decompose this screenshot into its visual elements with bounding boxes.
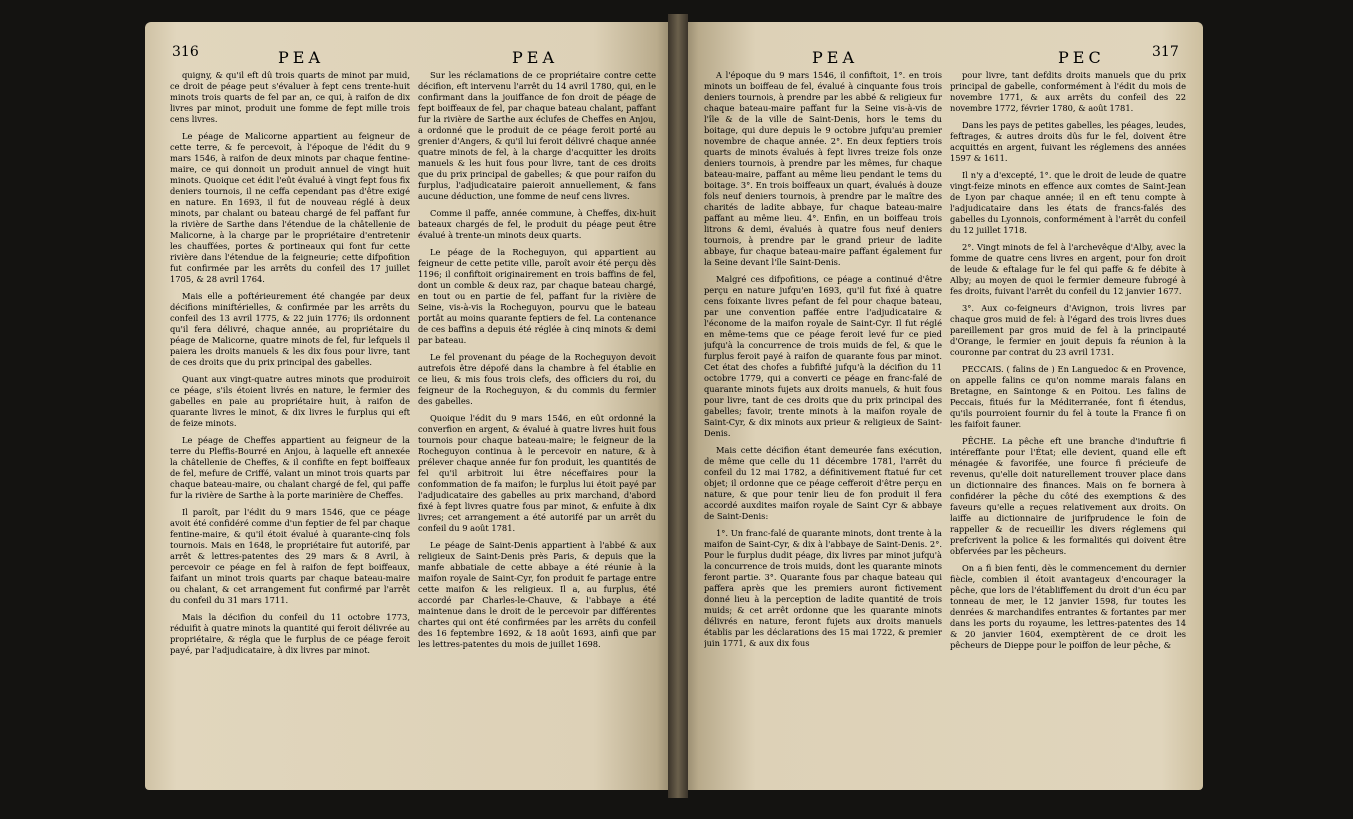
paragraph: Le péage de Malicorne appartient au feigneur de cette terre, & fe percevoit, à l'époque de l'édit du 9 mars 1546, à raifon de deux minots par chaque fentine-maire, ce qui donnoit un produit annuel de vingt huit minots. Quoique cet édit l'eût évalué à vingt fept fous fix deniers tournois, il ne ceffa cependant pas d'être exigé en nature. En 1693, il fut de nouveau réglé à deux minots, par chalant ou bateau chargé de fel paffant fur la rivière de Sarthe dans l'étendue de la châtellenie de Malicorne, à la charge par le propriétaire d'entretenir les chauffées, portes & portineaux qui font fur cette rivière dans l'étendue de la feigneurie; cette difpofition fut confirmée par les arrêts du confeil des 17 juillet 1705, & 28 avril 1764. — [170, 131, 410, 284]
paragraph: Comme il paffe, année commune, à Cheffes, dix-huit bateaux chargés de fel, le produit du péage peut être évalué à trente-un minots deux quarts. — [418, 208, 656, 240]
paragraph: Quant aux vingt-quatre autres minots que produiroit ce péage, s'ils étoient livrés en nature, le fermier des gabelles en paie au propriétaire huit, à raifon de quarante livres le minot, & dix livres le furplus qui eft de feize minots. — [170, 374, 410, 428]
paragraph: Le fel provenant du péage de la Rocheguyon devoit autrefois être dépofé dans la chambre à fel établie en ce lieu, & mis fous trois clefs, des officiers du roi, du feigneur de la Rocheguyon, & du commis du fermier des gabelles. — [418, 352, 656, 406]
right-column-2 — [950, 70, 1186, 770]
paragraph: Le péage de Saint-Denis appartient à l'abbé & aux religieux de Saint-Denis près Paris, & depuis que la manfe abbatiale de cette abbaye a été réunie à la maifon royale de Saint-Cyr, fon produit fe partage entre cette maifon & les religieux. Il a, au furplus, été accordé par Charles-le-Chauve, & l'abbaye a été maintenue dans le droit de le percevoir par différentes chartes qui ont été confirmées par les arrêts du confeil des 16 feptembre 1692, & 18 août 1693, ainfi que par les lettres-patentes du mois de juillet 1698. — [418, 540, 656, 649]
right-running-head-2: PEC — [1058, 48, 1105, 67]
paragraph: Il n'y a d'excepté, 1°. que le droit de leude de quatre vingt-feize minots en effence aux comtes de Saint-Jean de Lyon par chaque année; il en eft tenu compte à l'adjudicataire dans les états de francs-falés des gabelles du Lyonnois, conformément à l'arrêt du confeil du 12 juillet 1718. — [950, 170, 1186, 235]
paragraph: On a fi bien fenti, dès le commencement du dernier fiècle, combien il étoit avantageux d'encourager la pêche, que lors de l'établiffement du droit d'un écu par tonneau de mer, le 12 janvier 1598, fur toutes les denrées & marchandifes entrantes & fortantes par mer dans les ports du royaume, les lettres-patentes des 14 & 20 janvier 1604, exemptèrent de ce droit les pêcheurs de Dieppe pour le poiffon de leur pêche, & — [950, 563, 1186, 650]
left-running-head-1: PEA — [278, 48, 324, 67]
paragraph: Dans les pays de petites gabelles, les péages, leudes, feftrages, & autres droits dûs fur le fel, doivent être acquittés en argent, fuivant les réglemens des années 1597 & 1611. — [950, 120, 1186, 163]
left-running-head-2: PEA — [512, 48, 558, 67]
paragraph: Sur les réclamations de ce propriétaire contre cette décifion, eft intervenu l'arrêt du 14 avril 1780, qui, en le confirmant dans la jouiffance de fon droit de péage de fept boiffeaux de fel, par chaque bateau chalant, paffant fur la rivière de Sarthe aux éclufes de Cheffes en Anjou, a ordonné que le produit de ce péage feroit porté au grenier d'Angers, & qu'il lui feroit délivré chaque année quatre minots de fel, à la charge d'acquitter les droits manuels & les huit fous pour livre, tant de ces droits que du prix principal de gabelles; & que pour raifon du furplus, l'adjudicataire paieroit annuellement, & fans aucune déduction, une fomme de neuf cens livres. — [418, 70, 656, 201]
paragraph: Il paroît, par l'édit du 9 mars 1546, que ce péage avoit été confidéré comme d'un feptier de fel par chaque fentine-maire, & qu'il étoit évalué à quarante-cinq fols tournois. Mais en 1648, le propriétaire fut autorifé, par arrêt & lettres-patentes des 29 mars & 8 Avril, à percevoir ce péage en fel à raifon de fept boiffeaux, faifant un minot trois quarts par chaque bateau-maire ou chalant, & cet arrangement fut confirmé par l'arrêt du confeil du 31 mars 1711. — [170, 507, 410, 605]
paragraph: 1°. Un franc-falé de quarante minots, dont trente à la maifon de Saint-Cyr, & dix à l'abbaye de Saint-Denis. 2°. Pour le furplus dudit péage, dix livres par minot jufqu'à la concurrence de trois muids, dont les quarante minots feront partie. 3°. Quarante fous par chaque bateau qui paffera après que les premiers auront fictivement donné lieu à la perception de ladite quantité de trois muids; & cet arrêt ordonne que les quarante minots délivrés en nature, feront fujets aux droits manuels établis par les déclarations des 15 mai 1722, & premier juin 1771, & aux dix fous — [704, 528, 942, 648]
paragraph: Mais cette décifion étant demeurée fans exécution, de même que celle du 11 décembre 1781, l'arrêt du confeil du 12 mai 1782, a définitivement ftatué fur cet objet; il ordonne que ce péage cefferoit d'être perçu en nature, & que pour tenir lieu de fon produit il fera accordé auxdites maifon royale de Saint Cyr & abbaye de Saint-Denis: — [704, 445, 942, 521]
paragraph: pour livre, tant defdits droits manuels que du prix principal de gabelle, conformément à l'édit du mois de novembre 1771, & aux arrêts du confeil des 22 novembre 1772, février 1780, & août 1781. — [950, 70, 1186, 113]
paragraph: A l'époque du 9 mars 1546, il confiftoit, 1°. en trois minots un boiffeau de fel, évalué à cinquante fous trois deniers tournois, à prendre par les abbé & religieux fur chaque bateau-maire paffant fur la Seine vis-à-vis de l'île & de la ville de Saint-Denis, hors le tems du boitage, qui dure depuis le 9 octobre jufqu'au premier novembre de chaque année. 2°. En deux feptiers trois quarts de minots évalués à fept livres treize fols onze deniers tournois, à prendre par les mêmes, fur chaque bateau-maire, paffant au même lieu pendant le tems du boitage. 3°. En trois boiffeaux un quart, évalués à douze fols neuf deniers tournois, à prendre par le maître des charités de ladite abbaye, fur chaque bateau-maire paffant au même lieu. 4°. Enfin, en un boiffeau trois litrons & demi, évalués à quatre fous neuf deniers tournois, à prendre par le grand prieur de ladite abbaye, fur chaque bateau-maire paffant également fur la Seine devant l'île Saint-Denis. — [704, 70, 942, 267]
paragraph: Mais elle a poftérieurement été changée par deux décifions miniftérielles, & confirmée par les arrêts du confeil des 13 avril 1775, & 22 juin 1776; ils ordonnent qu'il fera délivré, chaque année, au propriétaire du péage de Malicorne, quatre minots de fel, fur lefquels il paiera les droits manuels & les dix fous pour livre, tant de ces droits que du prix principal des gabelles. — [170, 291, 410, 367]
right-running-head-1: PEA — [812, 48, 858, 67]
paragraph: Mais la décifion du confeil du 11 octobre 1773, réduifit à quatre minots la quantité qui feroit délivrée au propriétaire, & régla que le furplus de ce péage feroit payé, par l'adjudicataire, à dix livres par minot. — [170, 612, 410, 655]
paragraph: 2°. Vingt minots de fel à l'archevêque d'Alby, avec la fomme de quatre cens livres en argent, pour fon droit de leude & eftalage fur le fel qui paffe & fe débite à Alby; au moyen de quoi le fermier demeure fubrogé à fes droits, fuivant l'arrêt du confeil du 12 janvier 1677. — [950, 242, 1186, 296]
left-column-2 — [418, 70, 656, 770]
left-page-number: 316 — [172, 44, 199, 60]
left-column-1 — [170, 70, 410, 770]
paragraph: Le péage de Cheffes appartient au feigneur de la terre du Pleffis-Bourré en Anjou, à laquelle eft annexée la châtellenie de Cheffes, & il confifte en fept boiffeaux de fel, mefure de Criffé, valant un minot trois quarts par chaque bateau-maire, ou chalant chargé de fel, qui paffe fur la rivière de Sarthe à la porte marinière de Cheffes. — [170, 435, 410, 500]
right-page-number: 317 — [1152, 44, 1179, 60]
paragraph: Le péage de la Rocheguyon, qui appartient au feigneur de cette petite ville, paroît avoir été perçu dès 1196; il confiftoit originairement en trois baffins de fel, dont un comble & deux raz, par chaque bateau chargé, en tout ou en partie de fel, paffant fur la rivière de Seine, vis-à-vis la Rocheguyon, pourvu que le bateau portât au moins quarante feptiers de fel. La contenance de ces baffins a depuis été réglée à cinq minots & demi par bateau. — [418, 247, 656, 345]
paragraph: Malgré ces difpofitions, ce péage a continué d'être perçu en nature jufqu'en 1693, qu'il fut fixé à quatre cens foixante livres pefant de fel pour chaque bateau, par une convention paffée entre l'adjudicataire & l'économe de la maifon royale de Saint-Cyr. Il fut réglé en même-tems que ce péage feroit levé fur ce pied jufqu'à la concurrence de trois muids de fel, & que le furplus feroit payé à raifon de quarante fous par minot. Cet état des chofes a fubfifté jufqu'à la décifion du 11 octobre 1779, qui a converti ce péage en franc-falé de quarante minots fujets aux droits manuels, & huit fous pour livre, tant de ces droits que du prix principal des gabelles; favoir, trente minots à la maifon royale de Saint-Cyr, & dix minots aux prieur & religieux de Saint-Denis. — [704, 274, 942, 438]
paragraph: PECCAIS. ( falins de ) En Languedoc & en Provence, on appelle falins ce qu'on nomme marais falans en Bretagne, en Saintonge & en Poitou. Les falins de Peccais, fitués fur la Méditerranée, font fi étendus, qu'ils pourroient fournir du fel à toute la France fi on les faifoit fauner. — [950, 364, 1186, 429]
book-gutter — [668, 14, 688, 798]
paragraph: quigny, & qu'il eft dû trois quarts de minot par muid, ce droit de péage peut s'évaluer à fept cens trente-huit minots trois quarts de fel par an, ce qui, à raifon de dix livres par minot, produit une fomme de fept mille trois cens livres. — [170, 70, 410, 124]
paragraph: Quoique l'édit du 9 mars 1546, en eût ordonné la converfion en argent, & évalué à quatre livres huit fous tournois pour chaque bateau-maire; le feigneur de la Rocheguyon continua à le percevoir en nature, & à prélever chaque année fur fon produit, les quantités de fel qu'il arbitroit lui être néceffaires pour la confommation de fa maifon; le furplus lui étoit payé par l'adjudicataire des gabelles au prix marchand, d'abord fixé à fept livres quatre fous par minot, & enfuite à dix livres; cet arrangement a été autorifé par un arrêt du confeil du 9 août 1781. — [418, 413, 656, 533]
paragraph: PÊCHE. La pêche eft une branche d'induftrie fi intéreffante pour l'État; elle devient, quand elle eft ménagée & favorifée, une fource fi précieufe de revenus, qu'elle doit naturellement trouver place dans un dictionnaire des finances. Mais on fe bornera à confidérer la pêche du côté des exemptions & des faveurs qu'elle a reçues relativement aux droits. On laiffe au dictionnaire de jurifprudence le foin de rappeller & de recueillir les divers réglemens qui prefcrivent la police & les formalités qui doivent être obfervées par les pêcheurs. — [950, 436, 1186, 556]
paragraph: 3°. Aux co-feigneurs d'Avignon, trois livres par chaque gros muid de fel: à l'égard des trois livres dues pareillement par gros muid de fel à la principauté d'Orange, le fermier en jouit depuis fa réunion à la couronne par contrat du 23 avril 1731. — [950, 303, 1186, 357]
right-column-1 — [704, 70, 942, 770]
